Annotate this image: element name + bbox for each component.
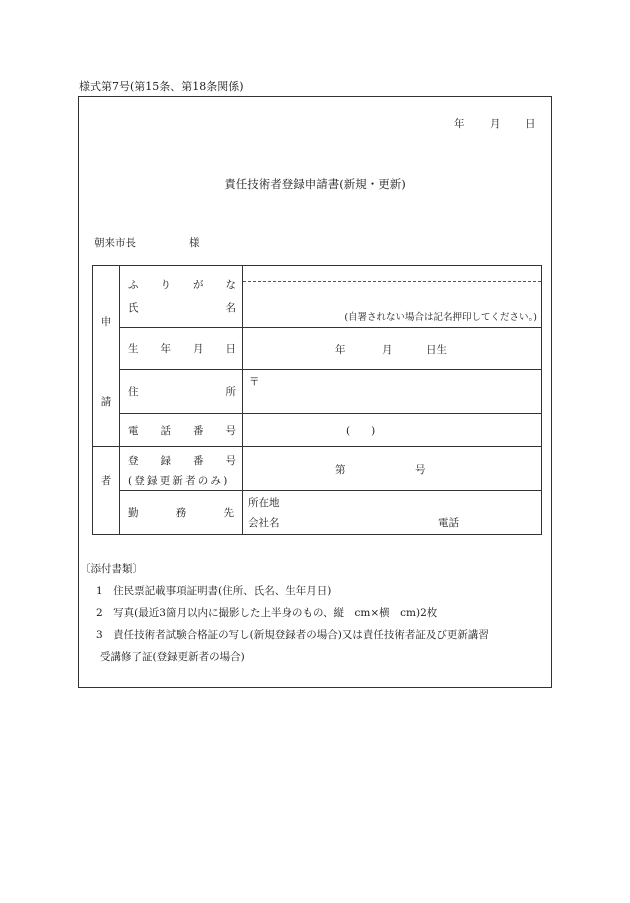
attachment-item-1: 1 住民票記載事項証明書(住所、氏名、生年月日) — [96, 585, 332, 597]
applicant-label-lower — [93, 447, 120, 535]
workplace-company: 会社名 — [248, 517, 280, 529]
birth-month: 月 — [382, 344, 393, 356]
address-label — [120, 384, 242, 399]
address-char-1: 住 — [128, 386, 139, 398]
postal-mark: 〒 — [249, 376, 260, 388]
form-id: 様式第7号(第15条、第18条関係) — [79, 80, 244, 93]
birth-char-2: 年 — [160, 343, 171, 355]
reg-label-cell — [120, 447, 243, 491]
reg-suffix: 号 — [415, 464, 426, 476]
birth-value-cell[interactable] — [243, 328, 542, 370]
birth-char-3: 月 — [193, 343, 204, 355]
phone-value-cell[interactable] — [243, 414, 542, 447]
birth-year: 年 — [335, 344, 346, 356]
name-char-2: 名 — [225, 302, 236, 314]
address-char-2: 所 — [225, 386, 236, 398]
addressee-name: 朝来市長 — [94, 237, 136, 249]
reg-char-1: 登 — [128, 455, 139, 467]
date-day: 日 — [525, 118, 536, 130]
reg-no-sub: (登録更新者のみ) — [128, 475, 230, 487]
birth-char-1: 生 — [128, 343, 139, 355]
attachment-item-2: 2 写真(最近3箇月以内に撮影した上半身のもの、縦 cm×横 cm)2枚 — [96, 607, 438, 619]
address-value-cell[interactable] — [243, 370, 542, 414]
reg-prefix: 第 — [335, 464, 346, 476]
application-table — [92, 265, 542, 535]
workplace-char-1: 勤 — [128, 507, 139, 519]
furigana-char-1: ふ — [128, 279, 139, 291]
applicant-char-1: 申 — [100, 316, 112, 328]
name-note: (自署されない場合は記名押印してください。) — [344, 312, 537, 323]
workplace-phone: 電話 — [438, 517, 459, 529]
workplace-label-cell — [120, 491, 243, 535]
birth-label-cell — [120, 328, 243, 370]
phone-char-2: 話 — [160, 424, 171, 437]
reg-char-2: 録 — [160, 455, 171, 467]
phone-char-4: 号 — [225, 424, 236, 437]
furigana-char-2: り — [160, 279, 171, 291]
phone-label — [120, 423, 242, 438]
phone-char-3: 番 — [193, 424, 204, 437]
applicant-char-3: 者 — [100, 475, 112, 487]
name-label-cell — [120, 266, 243, 328]
reg-char-4: 号 — [225, 455, 236, 467]
birth-day-suffix: 日生 — [426, 344, 447, 356]
address-label-cell — [120, 370, 243, 414]
workplace-char-2: 務 — [175, 507, 187, 519]
attachments — [80, 558, 489, 668]
name-label — [120, 300, 242, 315]
phone-char-1: 電 — [128, 424, 139, 437]
page-title: 責任技術者登録申請書(新規・更新) — [224, 177, 406, 191]
workplace-value-cell[interactable] — [243, 491, 542, 535]
attachment-item-3-cont: 受講修了証(登録更新者の場合) — [100, 651, 245, 663]
furigana-char-4: な — [225, 279, 236, 291]
name-char-1: 氏 — [128, 302, 139, 314]
applicant-char-2: 請 — [100, 396, 112, 408]
date-month: 月 — [490, 118, 501, 130]
phone-value: ( ) — [346, 425, 376, 437]
furigana-char-3: が — [193, 279, 204, 291]
workplace-location: 所在地 — [248, 497, 280, 509]
furigana-divider — [243, 281, 541, 282]
reg-char-3: 番 — [193, 455, 204, 467]
attachment-item-3: 3 責任技術者試験合格証の写し(新規登録者の場合)又は責任技術者証及び更新講習 — [96, 629, 489, 641]
applicant-label-upper — [93, 266, 120, 447]
workplace-label — [120, 505, 242, 520]
phone-label-cell — [120, 414, 243, 447]
reg-no-label — [120, 453, 242, 468]
date-year: 年 — [454, 118, 465, 130]
reg-value-cell[interactable] — [243, 447, 542, 491]
birth-char-4: 日 — [225, 343, 236, 355]
furigana-label — [120, 277, 242, 292]
attachments-heading: 〔添付書類〕 — [80, 563, 143, 575]
birth-label — [120, 341, 242, 356]
workplace-char-3: 先 — [223, 507, 234, 519]
addressee-honorific: 様 — [189, 237, 200, 249]
name-value-cell[interactable] — [243, 266, 542, 328]
